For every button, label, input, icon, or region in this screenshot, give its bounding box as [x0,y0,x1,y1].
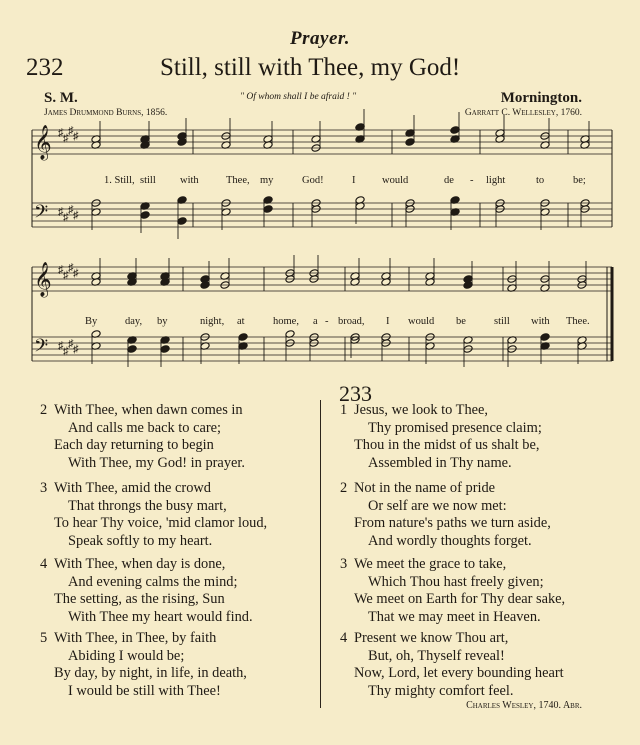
lyric-syllable: at [237,316,245,327]
sharp-icon: ♯ [73,209,79,222]
note-head [160,345,170,354]
sharp-icon: ♯ [63,211,69,224]
music-author: Garratt C. Wellesley, 1760. [464,108,582,118]
stanza-line: And wordly thoughts forget. [368,532,532,549]
stanza-line: Thou in the midst of us shalt be, [354,437,540,454]
stanza-line: With Thee, my God! in prayer. [68,454,245,471]
stanza-line: The setting, as the rising, Sun [54,591,225,608]
stanza-line: And evening calms the mind; [68,573,238,590]
lyric-syllable: I [352,175,356,186]
stanza-line: 2 Not in the name of pride [340,480,496,496]
lyric-syllable: de [444,175,454,186]
stanza-line: 2 With Thee, when dawn comes in [40,402,243,418]
sharp-icon: ♯ [63,269,69,282]
hymn-number-233: 233 [339,381,372,406]
lyric-syllable: still [494,316,510,327]
lyric-syllable: light [486,175,506,186]
lyric-syllable: Thee, [226,175,250,186]
treble-clef-icon: 𝄞 [34,262,52,297]
stanza-line: 1 Jesus, we look to Thee, [340,402,489,418]
stanza-line: By day, by night, in life, in death, [54,665,247,682]
stanza-number: 3 [340,556,348,572]
attribution: Charles Wesley, 1740. Abr. [466,700,582,711]
stanza-line: 3 With Thee, amid the crowd [40,480,212,496]
bass-clef-icon: 𝄢 [34,336,49,361]
stanza-line: That we may meet in Heaven. [368,608,541,625]
lyric-syllable: home, [273,316,299,327]
section-heading: Prayer. [290,28,350,49]
lyric-syllable: with [531,316,550,327]
sharp-icon: ♯ [58,264,64,276]
sharp-icon: ♯ [63,132,69,145]
stanza-line: Abiding I would be; [68,647,185,664]
stanza-line: We meet on Earth for Thy dear sake, [354,591,566,608]
column-divider [320,400,321,708]
lyric-syllable: would [382,175,409,186]
stanza-line: And calls me back to care; [68,419,222,436]
stanza-line: 5 With Thee, in Thee, by faith [40,630,217,646]
stanza-number: 2 [340,480,348,496]
stanza [340,630,564,700]
lyrics-line-2 [85,316,590,327]
music-system-2 [32,255,612,367]
lyric-syllable: broad, [338,316,365,327]
sharp-icon: ♯ [68,204,74,217]
stanza-line: From nature's paths we turn aside, [354,515,551,532]
sharp-icon: ♯ [73,267,79,280]
stanza-line: Thy promised presence claim; [368,419,542,436]
stanza-number: 3 [40,480,48,496]
lyrics-line-1 [104,175,586,186]
lyric-syllable: night, [200,316,225,327]
sharp-icon: ♯ [73,130,79,143]
stanza-line: 4 With Thee, when day is done, [40,556,226,572]
scripture-quote: " Of whom shall I be afraid ! " [240,92,357,102]
stanza-number: 1 [340,402,348,418]
lyric-syllable: with [180,175,199,186]
stanza-line: Assembled in Thy name. [368,454,512,471]
lyric-syllable: my [260,175,274,186]
tune-name: Mornington. [500,90,582,106]
stanza-line: Which Thou hast freely given; [368,573,544,590]
lyric-syllable: - [325,316,329,327]
lyric-syllable: By [85,316,98,327]
note-head [450,126,460,135]
note-head [263,205,273,214]
text-author: James Drummond Burns, 1856. [44,108,168,118]
lyric-syllable: - [470,175,474,186]
hymn-number-232: 232 [26,54,64,81]
note-head [540,333,550,342]
stanza-line: 4 Present we know Thou art, [340,630,509,646]
lyric-syllable: day, [125,316,143,327]
lyric-syllable: God! [302,175,324,186]
note-head [238,333,248,342]
lyric-syllable: 1. Still, [104,175,135,186]
note-head [140,211,150,220]
stanza-line: Thy mighty comfort feel. [368,682,514,699]
sharp-icon: ♯ [63,345,69,358]
stanza-line: Or self are we now met: [368,497,507,514]
sharp-icon: ♯ [68,338,74,351]
stanza-line: With Thee my heart would find. [68,608,253,625]
stanza-number: 4 [40,556,48,572]
stanza [340,402,542,472]
sharp-icon: ♯ [58,206,64,218]
lyric-syllable: by [157,316,168,327]
stanza [40,630,247,700]
lyric-syllable: Thee. [566,316,590,327]
stanza-line: Speak softly to my heart. [68,532,213,549]
stanza-line: But, oh, Thyself reveal! [368,647,505,664]
stanza-number: 5 [40,630,48,646]
stanza-line: I would be still with Thee! [68,682,221,699]
stanza-line: To hear Thy voice, 'mid clamor loud, [54,515,268,532]
stanza [40,480,267,550]
stanza [340,480,551,550]
lyric-syllable: still [140,175,156,186]
lyric-syllable: a [313,316,318,327]
sharp-icon: ♯ [68,262,74,275]
note-head [127,345,137,354]
sharp-icon: ♯ [73,343,79,356]
meter-label: S. M. [44,90,78,106]
stanza [40,402,245,472]
bass-clef-icon: 𝄢 [34,202,49,227]
stanza-number: 2 [40,402,48,418]
sharp-icon: ♯ [58,340,64,352]
note-head [405,138,415,147]
note-head [177,217,187,226]
lyric-syllable: be [456,316,466,327]
stanza-line: 3 We meet the grace to take, [340,556,507,572]
lyric-syllable: would [408,316,435,327]
stanza-line: Now, Lord, let every bounding heart [354,665,564,682]
lyric-syllable: I [386,316,390,327]
hymn-title: Still, still with Thee, my God! [160,54,461,81]
stanza-number: 4 [340,630,348,646]
stanza [340,556,565,626]
lyric-syllable: be; [573,175,586,186]
stanza [40,556,253,626]
treble-clef-icon: 𝄞 [34,125,52,160]
sharp-icon: ♯ [58,127,64,139]
music-system-1 [32,109,612,239]
sharp-icon: ♯ [68,125,74,138]
lyric-syllable: to [536,175,545,186]
stanza-line: Each day returning to begin [54,437,214,454]
stanza-line: That throngs the busy mart, [68,497,227,514]
